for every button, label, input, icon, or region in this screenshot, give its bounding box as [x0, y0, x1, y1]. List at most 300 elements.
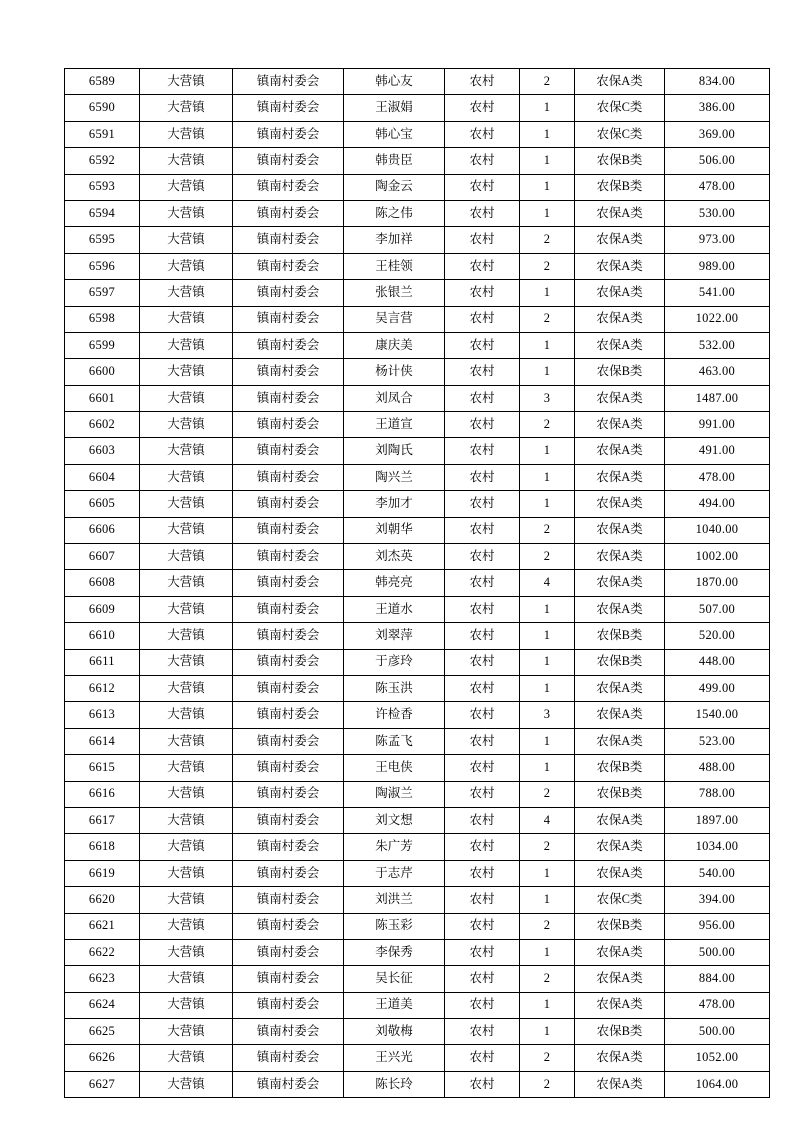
cell-amount: 1870.00	[665, 570, 770, 596]
cell-id: 6613	[65, 702, 140, 728]
cell-id: 6607	[65, 544, 140, 570]
cell-id: 6625	[65, 1019, 140, 1045]
cell-village: 镇南村委会	[233, 385, 344, 411]
cell-person-count: 2	[520, 1071, 575, 1097]
cell-name: 李加祥	[344, 227, 445, 253]
cell-village: 镇南村委会	[233, 939, 344, 965]
table-row	[65, 1071, 770, 1097]
cell-town: 大营镇	[140, 702, 233, 728]
cell-id: 6627	[65, 1071, 140, 1097]
cell-amount: 494.00	[665, 491, 770, 517]
cell-name: 李保秀	[344, 939, 445, 965]
cell-person-count: 1	[520, 728, 575, 754]
cell-town: 大营镇	[140, 121, 233, 147]
cell-person-count: 1	[520, 174, 575, 200]
cell-amount: 506.00	[665, 148, 770, 174]
cell-village: 镇南村委会	[233, 728, 344, 754]
cell-amount: 491.00	[665, 438, 770, 464]
cell-amount: 500.00	[665, 1019, 770, 1045]
cell-household-type: 农村	[445, 570, 520, 596]
cell-amount: 394.00	[665, 887, 770, 913]
cell-amount: 499.00	[665, 675, 770, 701]
cell-person-count: 3	[520, 702, 575, 728]
table-row	[65, 280, 770, 306]
cell-village: 镇南村委会	[233, 332, 344, 358]
cell-person-count: 2	[520, 253, 575, 279]
cell-town: 大营镇	[140, 148, 233, 174]
table-row	[65, 227, 770, 253]
table-row	[65, 860, 770, 886]
cell-town: 大营镇	[140, 596, 233, 622]
table-row	[65, 675, 770, 701]
cell-person-count: 2	[520, 517, 575, 543]
cell-id: 6610	[65, 623, 140, 649]
cell-household-type: 农村	[445, 1019, 520, 1045]
cell-village: 镇南村委会	[233, 860, 344, 886]
cell-village: 镇南村委会	[233, 174, 344, 200]
cell-town: 大营镇	[140, 544, 233, 570]
cell-village: 镇南村委会	[233, 148, 344, 174]
cell-name: 刘凤合	[344, 385, 445, 411]
cell-category: 农保C类	[575, 121, 665, 147]
cell-id: 6618	[65, 834, 140, 860]
cell-town: 大营镇	[140, 280, 233, 306]
cell-town: 大营镇	[140, 966, 233, 992]
table-row	[65, 95, 770, 121]
cell-category: 农保A类	[575, 200, 665, 226]
cell-amount: 1487.00	[665, 385, 770, 411]
cell-name: 陈玉彩	[344, 913, 445, 939]
table-row	[65, 966, 770, 992]
cell-village: 镇南村委会	[233, 755, 344, 781]
table-row	[65, 332, 770, 358]
cell-household-type: 农村	[445, 755, 520, 781]
cell-name: 于志芹	[344, 860, 445, 886]
cell-village: 镇南村委会	[233, 596, 344, 622]
cell-town: 大营镇	[140, 913, 233, 939]
cell-person-count: 2	[520, 966, 575, 992]
cell-id: 6621	[65, 913, 140, 939]
cell-category: 农保C类	[575, 95, 665, 121]
cell-name: 王电侠	[344, 755, 445, 781]
cell-household-type: 农村	[445, 148, 520, 174]
cell-name: 陈孟飞	[344, 728, 445, 754]
cell-village: 镇南村委会	[233, 517, 344, 543]
cell-person-count: 1	[520, 359, 575, 385]
cell-village: 镇南村委会	[233, 95, 344, 121]
cell-category: 农保A类	[575, 544, 665, 570]
cell-name: 陶金云	[344, 174, 445, 200]
cell-person-count: 4	[520, 807, 575, 833]
cell-name: 韩贵臣	[344, 148, 445, 174]
cell-name: 韩亮亮	[344, 570, 445, 596]
cell-town: 大营镇	[140, 332, 233, 358]
cell-town: 大营镇	[140, 649, 233, 675]
table-row	[65, 755, 770, 781]
cell-name: 杨计侠	[344, 359, 445, 385]
cell-town: 大营镇	[140, 860, 233, 886]
table-row	[65, 781, 770, 807]
cell-category: 农保A类	[575, 438, 665, 464]
cell-category: 农保B类	[575, 623, 665, 649]
cell-town: 大营镇	[140, 69, 233, 95]
cell-amount: 1034.00	[665, 834, 770, 860]
cell-category: 农保A类	[575, 702, 665, 728]
cell-town: 大营镇	[140, 939, 233, 965]
cell-town: 大营镇	[140, 438, 233, 464]
cell-id: 6606	[65, 517, 140, 543]
cell-name: 吴长征	[344, 966, 445, 992]
cell-name: 韩心宝	[344, 121, 445, 147]
cell-name: 陈玉洪	[344, 675, 445, 701]
cell-category: 农保B类	[575, 359, 665, 385]
cell-person-count: 1	[520, 332, 575, 358]
cell-amount: 956.00	[665, 913, 770, 939]
cell-category: 农保A类	[575, 385, 665, 411]
cell-household-type: 农村	[445, 1045, 520, 1071]
table-row	[65, 412, 770, 438]
table-row	[65, 517, 770, 543]
cell-person-count: 2	[520, 1045, 575, 1071]
cell-amount: 488.00	[665, 755, 770, 781]
cell-id: 6612	[65, 675, 140, 701]
cell-household-type: 农村	[445, 385, 520, 411]
table-row	[65, 596, 770, 622]
cell-village: 镇南村委会	[233, 227, 344, 253]
cell-town: 大营镇	[140, 675, 233, 701]
cell-amount: 884.00	[665, 966, 770, 992]
cell-amount: 463.00	[665, 359, 770, 385]
table-row	[65, 913, 770, 939]
cell-amount: 523.00	[665, 728, 770, 754]
cell-id: 6594	[65, 200, 140, 226]
cell-amount: 991.00	[665, 412, 770, 438]
cell-town: 大营镇	[140, 95, 233, 121]
cell-village: 镇南村委会	[233, 491, 344, 517]
cell-person-count: 3	[520, 385, 575, 411]
cell-household-type: 农村	[445, 834, 520, 860]
cell-person-count: 1	[520, 121, 575, 147]
cell-category: 农保B类	[575, 174, 665, 200]
cell-town: 大营镇	[140, 491, 233, 517]
cell-person-count: 1	[520, 992, 575, 1018]
cell-village: 镇南村委会	[233, 623, 344, 649]
cell-amount: 520.00	[665, 623, 770, 649]
table-row	[65, 1045, 770, 1071]
cell-household-type: 农村	[445, 623, 520, 649]
cell-id: 6605	[65, 491, 140, 517]
cell-household-type: 农村	[445, 306, 520, 332]
cell-category: 农保A类	[575, 227, 665, 253]
cell-person-count: 1	[520, 675, 575, 701]
cell-id: 6611	[65, 649, 140, 675]
cell-amount: 478.00	[665, 992, 770, 1018]
cell-town: 大营镇	[140, 623, 233, 649]
cell-amount: 500.00	[665, 939, 770, 965]
cell-category: 农保A类	[575, 253, 665, 279]
cell-id: 6619	[65, 860, 140, 886]
cell-id: 6601	[65, 385, 140, 411]
cell-household-type: 农村	[445, 280, 520, 306]
cell-household-type: 农村	[445, 253, 520, 279]
cell-category: 农保A类	[575, 860, 665, 886]
cell-household-type: 农村	[445, 887, 520, 913]
cell-village: 镇南村委会	[233, 280, 344, 306]
cell-category: 农保A类	[575, 280, 665, 306]
cell-household-type: 农村	[445, 966, 520, 992]
cell-household-type: 农村	[445, 517, 520, 543]
cell-town: 大营镇	[140, 174, 233, 200]
cell-village: 镇南村委会	[233, 807, 344, 833]
cell-id: 6624	[65, 992, 140, 1018]
cell-id: 6616	[65, 781, 140, 807]
cell-town: 大营镇	[140, 1019, 233, 1045]
cell-category: 农保A类	[575, 306, 665, 332]
cell-name: 刘洪兰	[344, 887, 445, 913]
cell-category: 农保A类	[575, 1045, 665, 1071]
cell-name: 韩心友	[344, 69, 445, 95]
cell-id: 6603	[65, 438, 140, 464]
cell-id: 6596	[65, 253, 140, 279]
cell-amount: 386.00	[665, 95, 770, 121]
cell-village: 镇南村委会	[233, 306, 344, 332]
cell-person-count: 1	[520, 939, 575, 965]
cell-town: 大营镇	[140, 807, 233, 833]
cell-village: 镇南村委会	[233, 544, 344, 570]
table-row	[65, 623, 770, 649]
cell-amount: 834.00	[665, 69, 770, 95]
cell-name: 王桂领	[344, 253, 445, 279]
cell-id: 6589	[65, 69, 140, 95]
cell-town: 大营镇	[140, 517, 233, 543]
cell-town: 大营镇	[140, 834, 233, 860]
cell-amount: 530.00	[665, 200, 770, 226]
cell-name: 刘朝华	[344, 517, 445, 543]
cell-category: 农保A类	[575, 412, 665, 438]
cell-id: 6609	[65, 596, 140, 622]
cell-amount: 1040.00	[665, 517, 770, 543]
cell-amount: 507.00	[665, 596, 770, 622]
cell-category: 农保A类	[575, 570, 665, 596]
table-row	[65, 570, 770, 596]
cell-village: 镇南村委会	[233, 359, 344, 385]
cell-amount: 788.00	[665, 781, 770, 807]
cell-person-count: 1	[520, 860, 575, 886]
cell-town: 大营镇	[140, 412, 233, 438]
cell-amount: 478.00	[665, 464, 770, 490]
table-row	[65, 253, 770, 279]
beneficiary-table	[64, 68, 770, 1098]
cell-id: 6604	[65, 464, 140, 490]
table-row	[65, 1019, 770, 1045]
table-row	[65, 121, 770, 147]
cell-category: 农保A类	[575, 491, 665, 517]
cell-town: 大营镇	[140, 200, 233, 226]
cell-village: 镇南村委会	[233, 200, 344, 226]
cell-name: 张银兰	[344, 280, 445, 306]
table-row	[65, 306, 770, 332]
cell-town: 大营镇	[140, 253, 233, 279]
cell-name: 王道美	[344, 992, 445, 1018]
table-row	[65, 834, 770, 860]
cell-category: 农保B类	[575, 913, 665, 939]
cell-name: 王兴光	[344, 1045, 445, 1071]
cell-person-count: 2	[520, 913, 575, 939]
cell-household-type: 农村	[445, 781, 520, 807]
cell-person-count: 2	[520, 306, 575, 332]
cell-id: 6626	[65, 1045, 140, 1071]
cell-household-type: 农村	[445, 913, 520, 939]
cell-name: 李加才	[344, 491, 445, 517]
cell-person-count: 2	[520, 544, 575, 570]
cell-town: 大营镇	[140, 306, 233, 332]
cell-category: 农保A类	[575, 675, 665, 701]
cell-name: 刘敬梅	[344, 1019, 445, 1045]
cell-amount: 1897.00	[665, 807, 770, 833]
cell-village: 镇南村委会	[233, 887, 344, 913]
cell-village: 镇南村委会	[233, 1071, 344, 1097]
cell-village: 镇南村委会	[233, 412, 344, 438]
table-row	[65, 887, 770, 913]
cell-name: 许检香	[344, 702, 445, 728]
table-row	[65, 359, 770, 385]
table-row	[65, 728, 770, 754]
cell-village: 镇南村委会	[233, 913, 344, 939]
cell-amount: 1540.00	[665, 702, 770, 728]
cell-id: 6590	[65, 95, 140, 121]
cell-person-count: 2	[520, 227, 575, 253]
cell-id: 6602	[65, 412, 140, 438]
cell-name: 刘翠萍	[344, 623, 445, 649]
cell-amount: 540.00	[665, 860, 770, 886]
cell-village: 镇南村委会	[233, 675, 344, 701]
cell-category: 农保A类	[575, 69, 665, 95]
cell-household-type: 农村	[445, 69, 520, 95]
table-row	[65, 649, 770, 675]
cell-village: 镇南村委会	[233, 649, 344, 675]
cell-person-count: 1	[520, 491, 575, 517]
cell-person-count: 2	[520, 69, 575, 95]
table-row	[65, 385, 770, 411]
cell-village: 镇南村委会	[233, 992, 344, 1018]
cell-category: 农保A类	[575, 596, 665, 622]
table-row	[65, 200, 770, 226]
cell-name: 陈长玲	[344, 1071, 445, 1097]
cell-category: 农保A类	[575, 728, 665, 754]
cell-id: 6599	[65, 332, 140, 358]
cell-id: 6622	[65, 939, 140, 965]
table-row	[65, 544, 770, 570]
cell-town: 大营镇	[140, 1045, 233, 1071]
cell-person-count: 1	[520, 95, 575, 121]
cell-amount: 369.00	[665, 121, 770, 147]
cell-id: 6598	[65, 306, 140, 332]
cell-village: 镇南村委会	[233, 570, 344, 596]
cell-household-type: 农村	[445, 174, 520, 200]
cell-town: 大营镇	[140, 728, 233, 754]
table-row	[65, 807, 770, 833]
cell-town: 大营镇	[140, 385, 233, 411]
cell-name: 陈之伟	[344, 200, 445, 226]
cell-name: 于彦玲	[344, 649, 445, 675]
cell-household-type: 农村	[445, 464, 520, 490]
cell-category: 农保C类	[575, 887, 665, 913]
cell-household-type: 农村	[445, 544, 520, 570]
cell-amount: 541.00	[665, 280, 770, 306]
cell-id: 6595	[65, 227, 140, 253]
cell-category: 农保B类	[575, 649, 665, 675]
cell-name: 康庆美	[344, 332, 445, 358]
cell-household-type: 农村	[445, 702, 520, 728]
cell-name: 刘文想	[344, 807, 445, 833]
cell-household-type: 农村	[445, 438, 520, 464]
table-row	[65, 992, 770, 1018]
cell-category: 农保A类	[575, 1071, 665, 1097]
cell-id: 6608	[65, 570, 140, 596]
cell-town: 大营镇	[140, 227, 233, 253]
cell-name: 陶兴兰	[344, 464, 445, 490]
cell-village: 镇南村委会	[233, 834, 344, 860]
cell-category: 农保B类	[575, 755, 665, 781]
cell-category: 农保A类	[575, 939, 665, 965]
cell-household-type: 农村	[445, 728, 520, 754]
cell-town: 大营镇	[140, 1071, 233, 1097]
cell-household-type: 农村	[445, 227, 520, 253]
cell-id: 6600	[65, 359, 140, 385]
cell-amount: 1002.00	[665, 544, 770, 570]
cell-village: 镇南村委会	[233, 438, 344, 464]
cell-household-type: 农村	[445, 95, 520, 121]
cell-person-count: 1	[520, 1019, 575, 1045]
cell-id: 6593	[65, 174, 140, 200]
cell-amount: 478.00	[665, 174, 770, 200]
cell-amount: 1022.00	[665, 306, 770, 332]
table-row	[65, 148, 770, 174]
table-row	[65, 464, 770, 490]
cell-category: 农保A类	[575, 834, 665, 860]
cell-town: 大营镇	[140, 570, 233, 596]
cell-household-type: 农村	[445, 939, 520, 965]
cell-name: 吴言营	[344, 306, 445, 332]
cell-amount: 1052.00	[665, 1045, 770, 1071]
cell-category: 农保A类	[575, 992, 665, 1018]
cell-person-count: 1	[520, 438, 575, 464]
cell-person-count: 2	[520, 781, 575, 807]
cell-household-type: 农村	[445, 992, 520, 1018]
cell-amount: 973.00	[665, 227, 770, 253]
cell-village: 镇南村委会	[233, 69, 344, 95]
cell-village: 镇南村委会	[233, 1019, 344, 1045]
cell-person-count: 1	[520, 623, 575, 649]
cell-amount: 1064.00	[665, 1071, 770, 1097]
cell-person-count: 1	[520, 148, 575, 174]
cell-name: 朱广芳	[344, 834, 445, 860]
cell-person-count: 1	[520, 755, 575, 781]
cell-village: 镇南村委会	[233, 464, 344, 490]
cell-household-type: 农村	[445, 121, 520, 147]
table-row	[65, 69, 770, 95]
cell-id: 6623	[65, 966, 140, 992]
cell-person-count: 2	[520, 412, 575, 438]
cell-id: 6620	[65, 887, 140, 913]
cell-name: 陶淑兰	[344, 781, 445, 807]
cell-name: 刘陶氏	[344, 438, 445, 464]
cell-household-type: 农村	[445, 807, 520, 833]
cell-id: 6591	[65, 121, 140, 147]
cell-id: 6614	[65, 728, 140, 754]
table-row	[65, 174, 770, 200]
cell-category: 农保A类	[575, 517, 665, 543]
